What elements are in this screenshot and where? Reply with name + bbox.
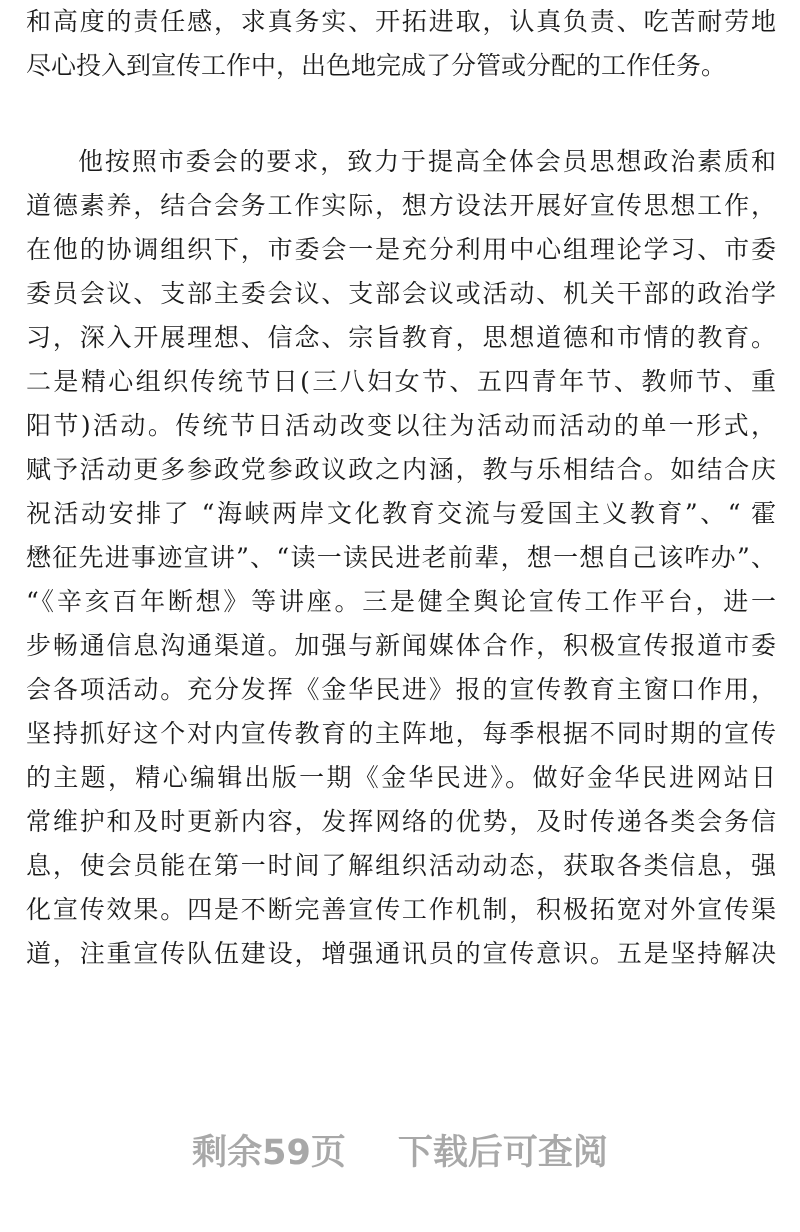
text-line: 的主题，精心编辑出版一期《金华民进》。做好金华民进网站日 xyxy=(26,763,776,792)
text-line: 委员会议、支部主委会议、支部会议或活动、机关干部的政治学 xyxy=(26,279,776,308)
text-line: 坚持抓好这个对内宣传教育的主阵地，每季根据不同时期的宣传 xyxy=(26,719,776,748)
download-prompt-label[interactable]: 下载后可查阅 xyxy=(397,1133,608,1173)
download-footer[interactable] xyxy=(0,1128,800,1178)
text-line: 化宣传效果。四是不断完善宣传工作机制，积极拓宽对外宣传渠 xyxy=(26,895,776,924)
text-line: 习，深入开展理想、信念、宗旨教育，思想道德和市情的教育。 xyxy=(26,323,776,352)
text-line: 步畅通信息沟通渠道。加强与新闻媒体合作，积极宣传报道市委 xyxy=(26,631,776,660)
text-line: 赋予活动更多参政党参政议政之内涵，教与乐相结合。如结合庆 xyxy=(26,455,776,484)
text-line: 尽心投入到宣传工作中，出色地完成了分管或分配的工作任务。 xyxy=(26,51,727,80)
text-line: “《辛亥百年断想》等讲座。三是健全舆论宣传工作平台，进一 xyxy=(26,587,776,616)
text-line: 息，使会员能在第一时间了解组织活动动态，获取各类信息，强 xyxy=(26,851,776,880)
text-line: 阳节)活动。传统节日活动改变以往为活动而活动的单一形式， xyxy=(26,411,776,440)
text-line: 和高度的责任感，求真务实、开拓进取，认真负责、吃苦耐劳地 xyxy=(26,7,776,36)
text-line: 在他的协调组织下，市委会一是充分利用中心组理论学习、市委 xyxy=(26,235,776,264)
text-line: 常维护和及时更新内容，发挥网络的优势，及时传递各类会务信 xyxy=(26,807,776,836)
text-line: 二是精心组织传统节日(三八妇女节、五四青年节、教师节、重 xyxy=(26,367,776,396)
text-line: 道德素养，结合会务工作实际，想方设法开展好宣传思想工作， xyxy=(26,191,776,220)
text-line: 他按照市委会的要求，致力于提高全体会员思想政治素质和 xyxy=(78,147,776,176)
text-line: 道，注重宣传队伍建设，增强通讯员的宣传意识。五是坚持解决 xyxy=(26,939,776,968)
remaining-pages-label: 剩余59页 xyxy=(192,1133,346,1173)
text-line: 懋征先进事迹宣讲”、“读一读民进老前辈，想一想自己该咋办”、 xyxy=(26,543,776,572)
text-line: 祝活动安排了 “海峡两岸文化教育交流与爱国主义教育”、“ 霍 xyxy=(26,499,776,528)
text-line: 会各项活动。充分发挥《金华民进》报的宣传教育主窗口作用， xyxy=(26,675,776,704)
